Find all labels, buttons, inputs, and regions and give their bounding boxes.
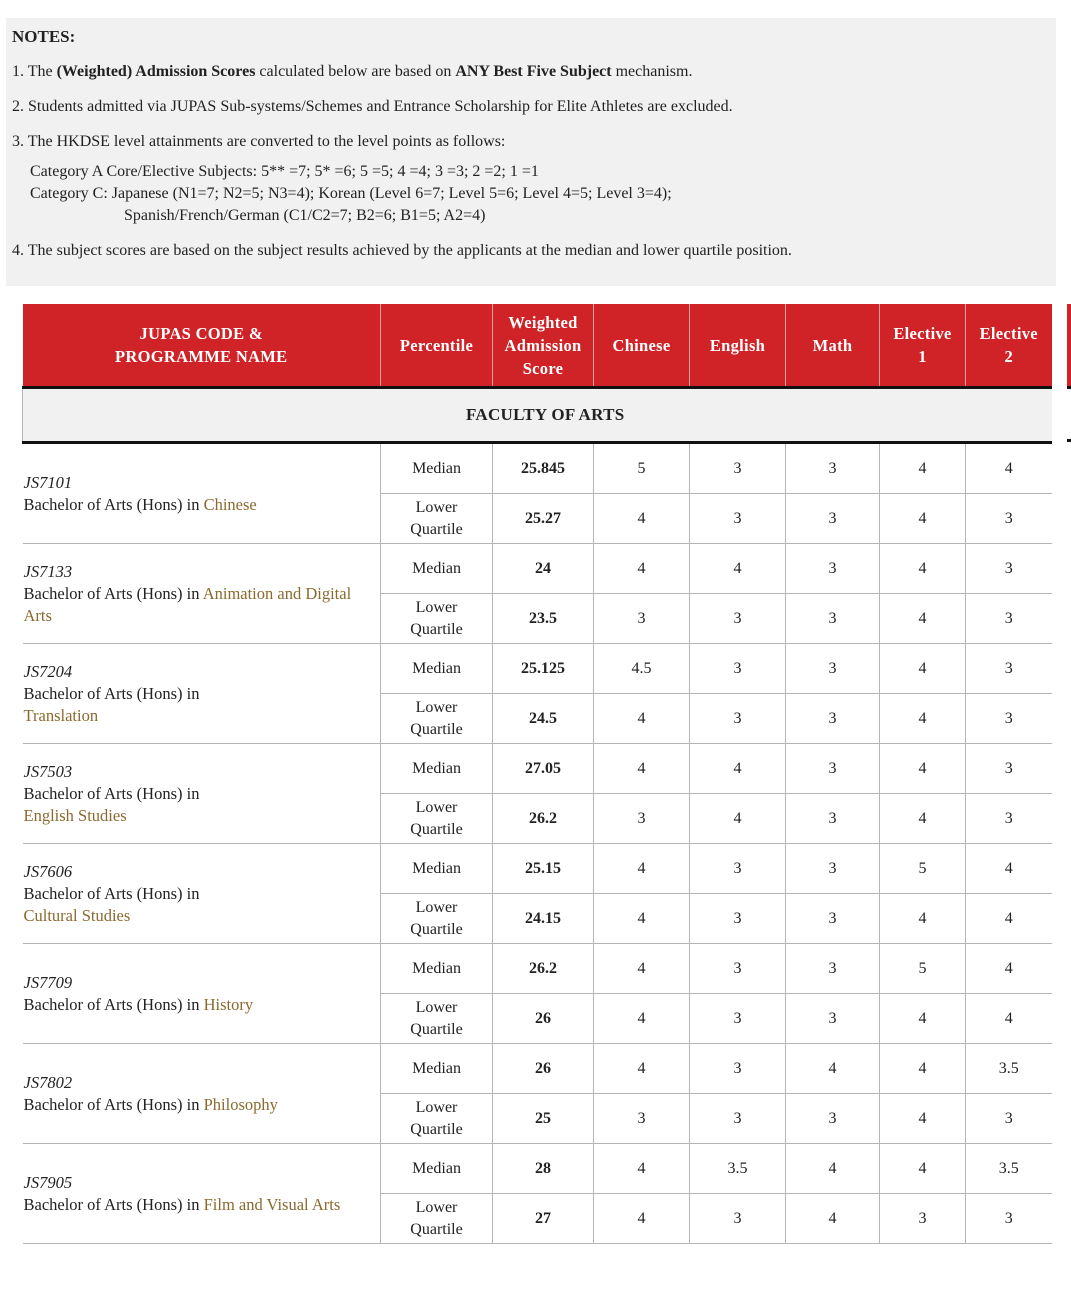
note-3: 3. The HKDSE level attainments are converted to the level points as follows: <box>12 133 506 150</box>
weighted-score-cell: 24 <box>493 544 594 594</box>
chinese-score-cell: 4 <box>594 844 690 894</box>
faculty-name: FACULTY OF ARTS <box>23 388 1052 443</box>
math-score-cell: 3 <box>786 1094 880 1144</box>
elective1-score-cell: 5 <box>880 844 966 894</box>
math-score-cell: 4 <box>786 1044 880 1094</box>
elective2-score-cell: 3 <box>966 544 1052 594</box>
english-score-cell: 3 <box>690 494 786 544</box>
programme-major-link[interactable]: Chinese <box>203 494 257 514</box>
english-score-cell: 4 <box>690 544 786 594</box>
english-score-cell: 4 <box>690 744 786 794</box>
english-score-cell: 3 <box>690 594 786 644</box>
note-1-suffix: mechanism. <box>611 63 693 80</box>
weighted-score-cell: 25.15 <box>493 844 594 894</box>
math-score-cell: 4 <box>786 1194 880 1244</box>
english-score-cell: 3 <box>690 694 786 744</box>
table-row <box>23 443 1052 494</box>
chinese-score-cell: 4 <box>594 1044 690 1094</box>
english-score-cell: 3 <box>690 894 786 944</box>
percentile-label: Median <box>412 459 461 477</box>
programme-name-prefix: Bachelor of Arts (Hons) in <box>23 494 204 514</box>
elective1-score-cell: 3 <box>880 1194 966 1244</box>
programme-major-link[interactable]: English Studies <box>23 805 127 825</box>
programme-cell <box>23 744 381 844</box>
percentile-cell <box>381 994 493 1044</box>
chinese-score-cell: 4.5 <box>594 644 690 694</box>
percentile-label: Median <box>412 1159 461 1177</box>
weighted-score-cell: 25.27 <box>493 494 594 544</box>
percentile-label: Median <box>412 759 461 777</box>
weighted-score-cell: 26.2 <box>493 794 594 844</box>
elective2-score-cell: 3 <box>966 794 1052 844</box>
programme-cell <box>23 944 381 1044</box>
math-score-cell: 3 <box>786 443 880 494</box>
header-programme-label: JUPAS CODE & PROGRAMME NAME <box>115 324 288 366</box>
programme-name-prefix: Bachelor of Arts (Hons) in <box>23 1094 204 1114</box>
percentile-cell <box>381 694 493 744</box>
percentile-cell <box>381 894 493 944</box>
adjacent-table-header-edge <box>1067 304 1071 386</box>
programme-code: JS7709 <box>23 972 73 992</box>
english-score-cell: 3.5 <box>690 1144 786 1194</box>
level-conversion-list <box>30 161 1056 227</box>
percentile-cell <box>381 1044 493 1094</box>
weighted-score-cell: 25.125 <box>493 644 594 694</box>
programme-name-prefix: Bachelor of Arts (Hons) in <box>23 783 200 803</box>
programme-cell <box>23 443 381 544</box>
chinese-score-cell: 3 <box>594 594 690 644</box>
category-a: Category A Core/Elective Subjects: 5** =7; 5* =6; 5 =5; 4 =4; 3 =3; 2 =2; 1 =1 <box>30 163 539 180</box>
math-score-cell: 3 <box>786 894 880 944</box>
note-2: 2. Students admitted via JUPAS Sub-systems/Schemes and Entrance Scholarship for Elite Athletes are excluded. <box>12 98 733 115</box>
programme-code: JS7606 <box>23 861 73 881</box>
elective1-score-cell: 4 <box>880 443 966 494</box>
header-elective-2 <box>966 304 1052 388</box>
programme-code: JS7802 <box>23 1072 73 1092</box>
elective1-score-cell: 4 <box>880 1144 966 1194</box>
math-score-cell: 3 <box>786 694 880 744</box>
programme-code: JS7133 <box>23 561 73 581</box>
chinese-score-cell: 4 <box>594 494 690 544</box>
percentile-cell <box>381 744 493 794</box>
english-score-cell: 3 <box>690 443 786 494</box>
percentile-cell <box>381 944 493 994</box>
weighted-score-cell: 25 <box>493 1094 594 1144</box>
programme-cell <box>23 1144 381 1244</box>
elective2-score-cell: 3 <box>966 1194 1052 1244</box>
elective2-score-cell: 4 <box>966 443 1052 494</box>
percentile-cell <box>381 1194 493 1244</box>
chinese-score-cell: 4 <box>594 894 690 944</box>
math-score-cell: 3 <box>786 944 880 994</box>
header-percentile: Percentile <box>381 304 493 388</box>
note-1-bold-term: (Weighted) Admission Scores <box>56 63 256 80</box>
weighted-score-cell: 26.2 <box>493 944 594 994</box>
elective2-score-cell: 3 <box>966 644 1052 694</box>
weighted-score-cell: 24.15 <box>493 894 594 944</box>
chinese-score-cell: 4 <box>594 1194 690 1244</box>
percentile-label: Lower Quartile <box>410 698 463 738</box>
math-score-cell: 4 <box>786 1144 880 1194</box>
table-row <box>23 844 1052 894</box>
elective1-score-cell: 4 <box>880 1094 966 1144</box>
programme-code: JS7503 <box>23 761 73 781</box>
percentile-cell <box>381 844 493 894</box>
percentile-label: Median <box>412 859 461 877</box>
category-c-line1: Category C: Japanese (N1=7; N2=5; N3=4); Korean (Level 6=7; Level 5=6; Level 4=5; Level 3=4); <box>30 185 672 202</box>
faculty-row <box>23 388 1052 443</box>
programme-cell <box>23 844 381 944</box>
weighted-score-cell: 23.5 <box>493 594 594 644</box>
note-1-mid: calculated below are based on <box>255 63 456 80</box>
programme-name-prefix: Bachelor of Arts (Hons) in <box>23 994 204 1014</box>
percentile-label: Lower Quartile <box>410 498 463 538</box>
math-score-cell: 3 <box>786 494 880 544</box>
programme-major-link[interactable]: Animation and Digital Arts <box>23 583 352 625</box>
chinese-score-cell: 5 <box>594 443 690 494</box>
weighted-score-cell: 27.05 <box>493 744 594 794</box>
elective1-score-cell: 4 <box>880 794 966 844</box>
elective1-score-cell: 4 <box>880 744 966 794</box>
elective2-score-cell: 3 <box>966 1094 1052 1144</box>
table-row <box>23 1144 1052 1194</box>
math-score-cell: 3 <box>786 544 880 594</box>
elective2-score-cell: 3 <box>966 744 1052 794</box>
english-score-cell: 3 <box>690 994 786 1044</box>
header-weighted-score-label: Weighted Admission Score <box>504 312 582 378</box>
percentile-label: Lower Quartile <box>410 898 463 938</box>
programme-major-link[interactable]: Cultural Studies <box>23 905 131 925</box>
elective1-score-cell: 4 <box>880 994 966 1044</box>
elective1-score-cell: 4 <box>880 1044 966 1094</box>
english-score-cell: 3 <box>690 1194 786 1244</box>
percentile-label: Lower Quartile <box>410 1098 463 1138</box>
percentile-label: Median <box>412 559 461 577</box>
header-programme <box>23 304 381 388</box>
math-score-cell: 3 <box>786 744 880 794</box>
adjacent-table-rule <box>1067 386 1071 389</box>
note-1-prefix: 1. The <box>12 63 57 80</box>
chinese-score-cell: 4 <box>594 1144 690 1194</box>
elective2-score-cell: 3.5 <box>966 1044 1052 1094</box>
chinese-score-cell: 4 <box>594 744 690 794</box>
weighted-score-cell: 26 <box>493 994 594 1044</box>
header-chinese: Chinese <box>594 304 690 388</box>
elective1-score-cell: 4 <box>880 594 966 644</box>
table-row <box>23 644 1052 694</box>
elective2-score-cell: 4 <box>966 844 1052 894</box>
percentile-cell <box>381 544 493 594</box>
programme-cell <box>23 644 381 744</box>
programme-code: JS7204 <box>23 661 73 681</box>
english-score-cell: 3 <box>690 1094 786 1144</box>
header-weighted-score <box>493 304 594 388</box>
english-score-cell: 3 <box>690 644 786 694</box>
programme-major-link[interactable]: Film and Visual Arts <box>203 1194 341 1214</box>
header-elective-1-label: Elective 1 <box>893 324 952 366</box>
percentile-cell <box>381 1144 493 1194</box>
category-c-line2: Spanish/French/German (C1/C2=7; B2=6; B1=5; A2=4) <box>124 207 486 224</box>
math-score-cell: 3 <box>786 644 880 694</box>
elective2-score-cell: 4 <box>966 994 1052 1044</box>
table-header-row <box>23 304 1052 388</box>
percentile-label: Lower Quartile <box>410 998 463 1038</box>
percentile-label: Median <box>412 659 461 677</box>
elective2-score-cell: 3 <box>966 494 1052 544</box>
chinese-score-cell: 4 <box>594 694 690 744</box>
percentile-cell <box>381 1094 493 1144</box>
elective2-score-cell: 3 <box>966 694 1052 744</box>
programme-name-prefix: Bachelor of Arts (Hons) in <box>23 883 200 903</box>
notes-panel <box>6 18 1056 286</box>
programme-major-link[interactable]: Philosophy <box>203 1094 278 1114</box>
math-score-cell: 3 <box>786 994 880 1044</box>
programme-name-prefix: Bachelor of Arts (Hons) in <box>23 683 200 703</box>
elective1-score-cell: 4 <box>880 694 966 744</box>
weighted-score-cell: 26 <box>493 1044 594 1094</box>
math-score-cell: 3 <box>786 794 880 844</box>
percentile-label: Lower Quartile <box>410 798 463 838</box>
programme-cell <box>23 544 381 644</box>
chinese-score-cell: 4 <box>594 994 690 1044</box>
math-score-cell: 3 <box>786 844 880 894</box>
percentile-label: Lower Quartile <box>410 1198 463 1238</box>
programme-name-prefix: Bachelor of Arts (Hons) in <box>23 583 203 603</box>
percentile-cell <box>381 443 493 494</box>
programme-code: JS7101 <box>23 472 73 492</box>
programme-name-prefix: Bachelor of Arts (Hons) in <box>23 1194 204 1214</box>
chinese-score-cell: 3 <box>594 1094 690 1144</box>
header-math: Math <box>786 304 880 388</box>
percentile-cell <box>381 594 493 644</box>
percentile-label: Median <box>412 1059 461 1077</box>
programme-cell <box>23 1044 381 1144</box>
weighted-score-cell: 25.845 <box>493 443 594 494</box>
notes-title: NOTES: <box>12 27 76 46</box>
elective1-score-cell: 4 <box>880 644 966 694</box>
elective2-score-cell: 4 <box>966 944 1052 994</box>
english-score-cell: 3 <box>690 944 786 994</box>
math-score-cell: 3 <box>786 594 880 644</box>
percentile-label: Lower Quartile <box>410 598 463 638</box>
weighted-score-cell: 28 <box>493 1144 594 1194</box>
admission-scores-table <box>22 304 1052 1244</box>
table-row <box>23 1044 1052 1094</box>
chinese-score-cell: 3 <box>594 794 690 844</box>
percentile-cell <box>381 644 493 694</box>
table-row <box>23 544 1052 594</box>
programme-major-link[interactable]: Translation <box>23 705 99 725</box>
note-1 <box>12 62 1056 82</box>
table-row <box>23 944 1052 994</box>
elective1-score-cell: 4 <box>880 544 966 594</box>
chinese-score-cell: 4 <box>594 544 690 594</box>
english-score-cell: 4 <box>690 794 786 844</box>
note-1-bold-mechanism: ANY Best Five Subject <box>455 63 612 80</box>
elective2-score-cell: 3 <box>966 594 1052 644</box>
english-score-cell: 3 <box>690 844 786 894</box>
header-english: English <box>690 304 786 388</box>
header-elective-2-label: Elective 2 <box>979 324 1038 366</box>
weighted-score-cell: 27 <box>493 1194 594 1244</box>
elective1-score-cell: 4 <box>880 894 966 944</box>
programme-major-link[interactable]: History <box>203 994 254 1014</box>
percentile-label: Median <box>412 959 461 977</box>
header-elective-1 <box>880 304 966 388</box>
elective2-score-cell: 3.5 <box>966 1144 1052 1194</box>
percentile-cell <box>381 494 493 544</box>
percentile-cell <box>381 794 493 844</box>
adjacent-table-rule <box>1067 439 1071 442</box>
weighted-score-cell: 24.5 <box>493 694 594 744</box>
chinese-score-cell: 4 <box>594 944 690 994</box>
programme-code: JS7905 <box>23 1172 73 1192</box>
elective1-score-cell: 4 <box>880 494 966 544</box>
elective1-score-cell: 5 <box>880 944 966 994</box>
note-4: 4. The subject scores are based on the subject results achieved by the applicants at the median and lower quartile position. <box>12 242 792 259</box>
elective2-score-cell: 4 <box>966 894 1052 944</box>
table-row <box>23 744 1052 794</box>
english-score-cell: 3 <box>690 1044 786 1094</box>
